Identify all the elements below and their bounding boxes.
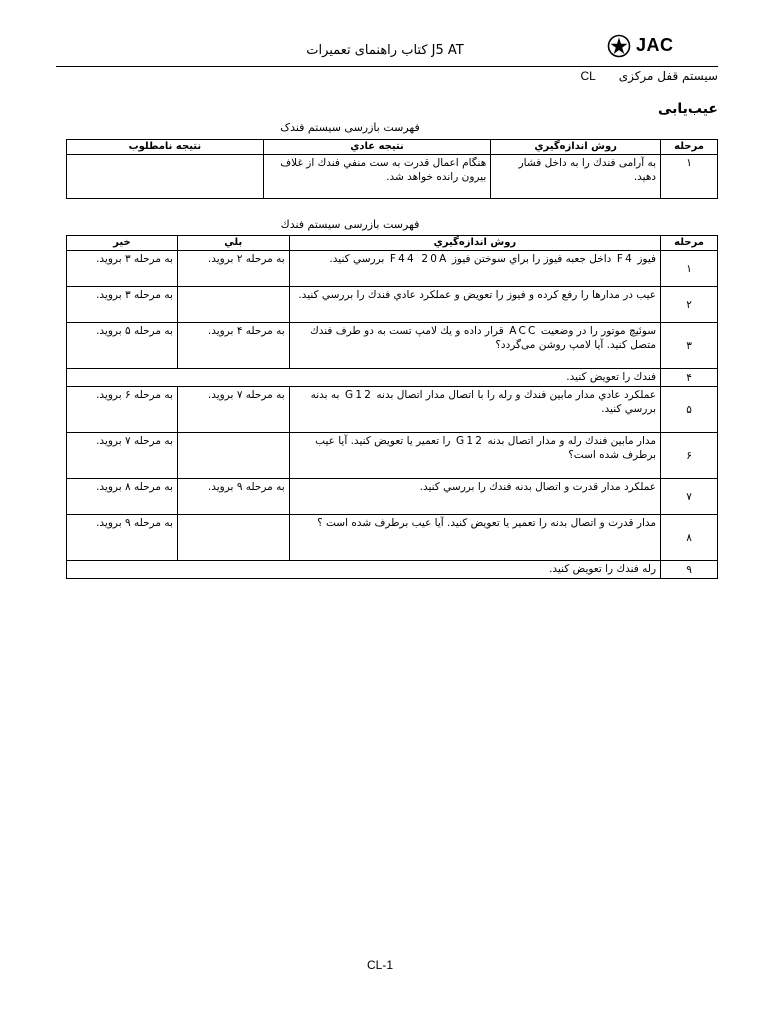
- inspection-table-2: [66, 235, 718, 579]
- yes-cell: [177, 515, 289, 561]
- abnormal-result-cell: [67, 155, 264, 199]
- yes-cell: به مرحله ۷ بروید.: [177, 387, 289, 433]
- header-divider: [56, 66, 718, 67]
- col-header-method: روش اندازه‌گیري: [289, 236, 660, 251]
- table2-caption: فهرست بازرسی سیستم فندك: [280, 218, 420, 231]
- table-header-row: [67, 236, 718, 251]
- table-row: [67, 251, 718, 287]
- inspection-table-1: [66, 139, 718, 199]
- no-cell: به مرحله ۳ بروید.: [67, 287, 178, 323]
- method-cell: مدار قدرت و اتصال بدنه را تعمیر یا تعویض کنید. آیا عیب برطرف شده است ؟: [289, 515, 660, 561]
- method-cell: مدار مابین فندك رله و مدار اتصال بدنه G12 را تعمیر یا تعویض کنید. آیا عیب برطرف شده است؟: [289, 433, 660, 479]
- no-cell: به مرحله ۹ بروید.: [67, 515, 178, 561]
- step-cell: ۱: [661, 251, 718, 287]
- method-cell: عملکرد مدار قدرت و اتصال بدنه فندك را بررسي کنید.: [289, 479, 660, 515]
- table-row: [67, 155, 718, 199]
- col-header-step: مرحله: [661, 140, 718, 155]
- table-header-row: [67, 140, 718, 155]
- no-cell: به مرحله ۸ بروید.: [67, 479, 178, 515]
- col-header-yes: بلي: [177, 236, 289, 251]
- yes-cell: [177, 287, 289, 323]
- col-header-normal: نتیجه عادي: [263, 140, 491, 155]
- brand-logo: [606, 34, 718, 58]
- brand-name: JAC: [636, 35, 674, 55]
- table-row: [67, 515, 718, 561]
- table-row: [67, 561, 718, 579]
- yes-cell: به مرحله ۹ بروید.: [177, 479, 289, 515]
- method-cell: سوئیچ موتور را در وضعیت ACC قرار داده و یك لامپ تست به دو طرف فندك متصل کنید. آیا لامپ روشن می‌گردد؟: [289, 323, 660, 369]
- method-cell: عیب در مدارها را رفع کرده و فیوز را تعویض و عملکرد عادي فندك را بررسي کنید.: [289, 287, 660, 323]
- section-title: عیب‌یابی: [657, 101, 718, 117]
- method-cell: به آرامی فندك را به داخل فشار دهید.: [491, 155, 661, 199]
- table-row: [67, 433, 718, 479]
- step-cell: ۵: [661, 387, 718, 433]
- method-cell: عملکرد عادي مدار مابین فندك و رله را با اتصال مدار اتصال بدنه G12 به بدنه بررسي کنید.: [289, 387, 660, 433]
- col-header-no: خیر: [67, 236, 178, 251]
- table-row: [67, 479, 718, 515]
- col-header-method: روش اندازه‌گیري: [491, 140, 661, 155]
- no-cell: به مرحله ۵ بروید.: [67, 323, 178, 369]
- yes-cell: به مرحله ۴ بروید.: [177, 323, 289, 369]
- table-row: [67, 387, 718, 433]
- manual-title: کتاب راهنمای تعمیرات J5 AT: [306, 43, 464, 58]
- no-cell: به مرحله ۶ بروید.: [67, 387, 178, 433]
- system-heading: [520, 69, 718, 83]
- step-cell: ۱: [661, 155, 718, 199]
- yes-cell: به مرحله ۲ بروید.: [177, 251, 289, 287]
- table-row: [67, 287, 718, 323]
- page-number: CL-1: [366, 958, 393, 972]
- step-cell: ۸: [661, 515, 718, 561]
- no-cell: به مرحله ۳ بروید.: [67, 251, 178, 287]
- jac-star-icon: [606, 34, 632, 58]
- table1-caption: فهرست بازرسی سیستم فندک: [280, 121, 420, 134]
- yes-cell: [177, 433, 289, 479]
- step-cell: ۹: [661, 561, 718, 579]
- table-row: [67, 323, 718, 369]
- step-cell: ۲: [661, 287, 718, 323]
- table-row: [67, 369, 718, 387]
- step-cell: ۳: [661, 323, 718, 369]
- method-cell: رله فندك را تعویض کنید.: [67, 561, 661, 579]
- method-cell: فیوز F4 داخل جعبه فیوز را براي سوختن فیوز F44 20A بررسي کنید.: [289, 251, 660, 287]
- normal-result-cell: هنگام اعمال قدرت به ست منفي فندك از غلاف بیرون رانده خواهد شد.: [263, 155, 491, 199]
- step-cell: ۶: [661, 433, 718, 479]
- col-header-step: مرحله: [661, 236, 718, 251]
- step-cell: ۴: [661, 369, 718, 387]
- step-cell: ۷: [661, 479, 718, 515]
- no-cell: به مرحله ۷ بروید.: [67, 433, 178, 479]
- col-header-abnormal: نتیجه نامطلوب: [67, 140, 264, 155]
- method-cell: فندك را تعویض کنید.: [67, 369, 661, 387]
- system-code: CL: [580, 69, 596, 83]
- system-name: سیستم قفل مرکزی: [618, 69, 718, 83]
